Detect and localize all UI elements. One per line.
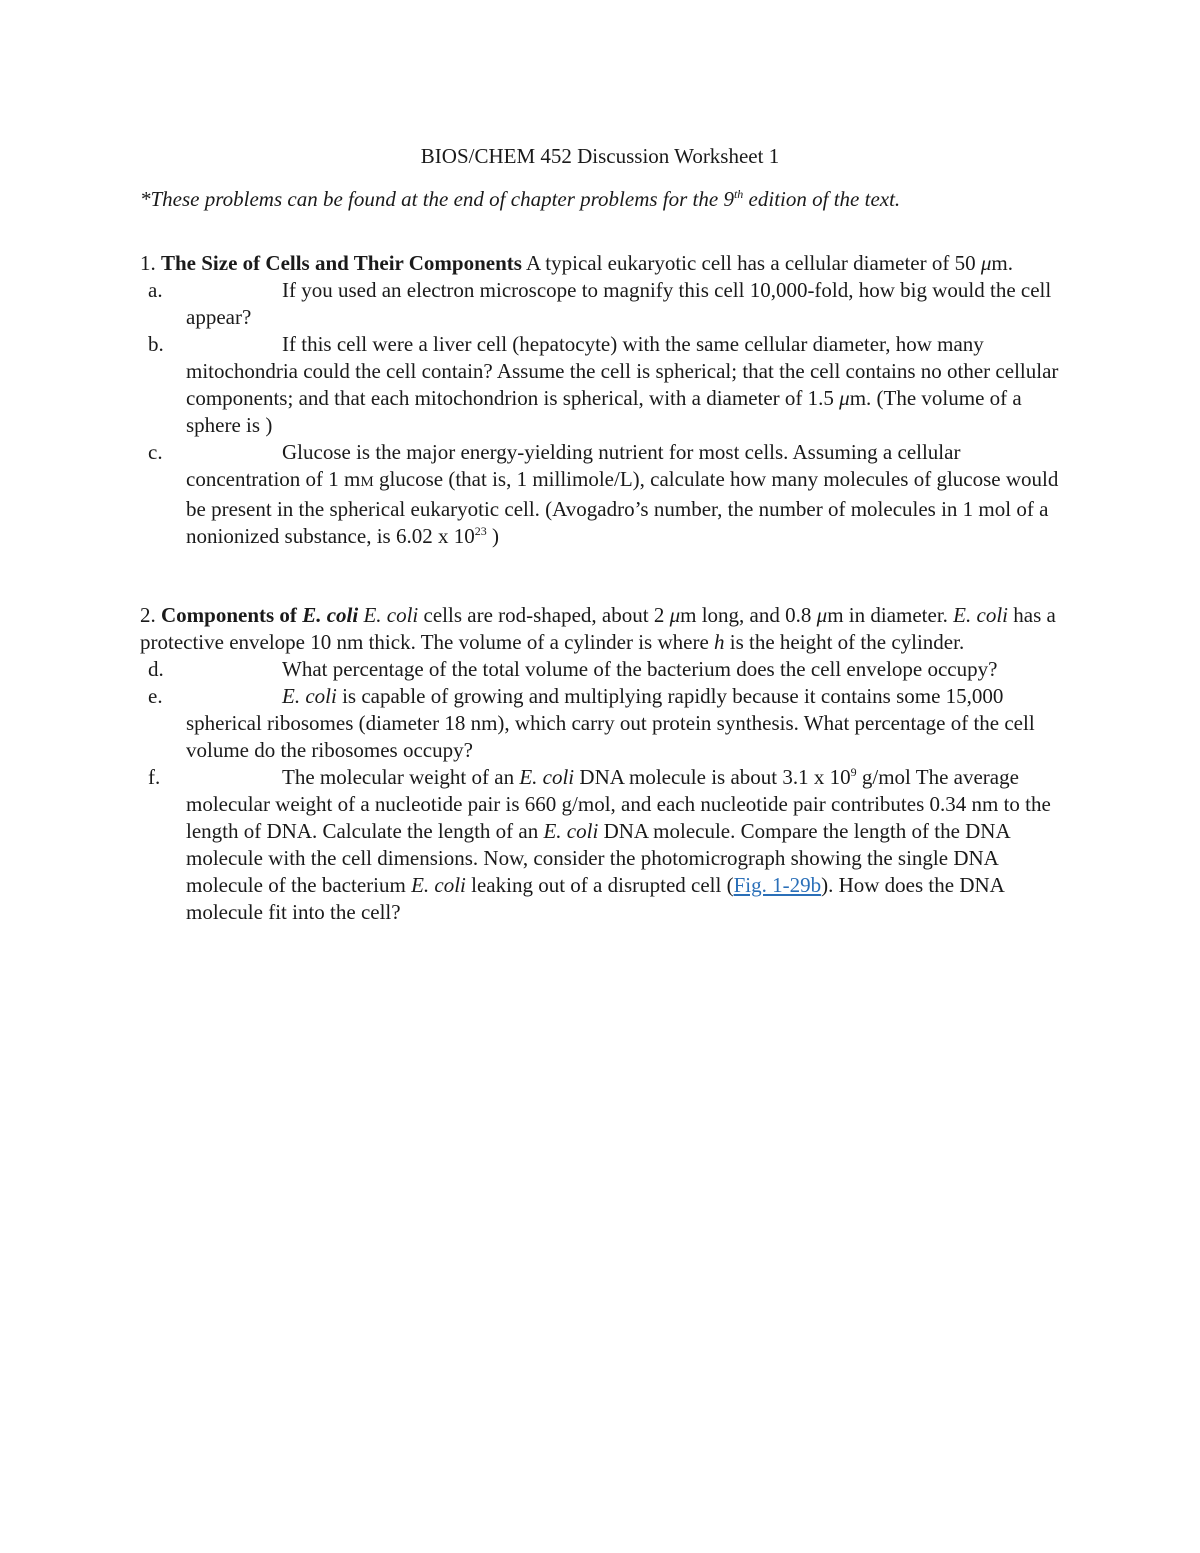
- question-text-continued: glucose (that is, 1 millimole/L), calculate how many molecules of glucose would be present in the spherical eukaryotic cell. (Avogadro’s number, the number of molecules in 1 mol of a nonionized substance, is 6.02 x 10: [186, 467, 1059, 548]
- problem-heading: The Size of Cells and Their Components: [161, 251, 522, 275]
- problem-number: 2.: [140, 603, 161, 627]
- question-text: leaking out of a disrupted cell (: [465, 873, 734, 897]
- question-text: What percentage of the total volume of the bacterium does the cell envelope occupy?: [282, 657, 998, 681]
- question-text-end: m. (The volume of a sphere is ): [186, 386, 1022, 437]
- mu-symbol: μ: [839, 386, 850, 410]
- question-e: [140, 683, 1065, 764]
- question-text: DNA molecule. Compare the length of the DNA molecule with the cell dimensions. Now, consider the photomicrograph showing the single DNA molecule of the bacterium: [186, 819, 1010, 897]
- exponent: 23: [474, 524, 487, 538]
- problem-heading: Components of: [161, 603, 303, 627]
- question-marker: a.: [148, 278, 163, 302]
- molar-unit: M: [360, 474, 374, 490]
- species-name: E. coli: [411, 873, 466, 897]
- note-text-end: edition of the text.: [743, 187, 901, 211]
- exponent: 9: [850, 765, 857, 779]
- question-text: Glucose is the major energy-yielding nutrient for most cells. Assuming a cellular concentration of 1 m: [186, 440, 961, 491]
- problem-heading-species: E. coli: [302, 603, 359, 627]
- mu-symbol: μ: [816, 603, 828, 627]
- species-name: E. coli: [519, 765, 575, 789]
- question-marker: c.: [148, 440, 163, 464]
- question-a: [140, 277, 1065, 331]
- question-text-end: ): [486, 524, 499, 548]
- mu-symbol: μ: [669, 603, 681, 627]
- question-c: [140, 439, 1065, 550]
- problem-intro: cells are rod-shaped, about 2: [418, 603, 670, 627]
- question-f: [140, 764, 1065, 926]
- species-name: E. coli: [543, 819, 599, 843]
- species-name: E. coli: [953, 603, 1008, 627]
- height-variable: h: [714, 630, 725, 654]
- question-text: If you used an electron microscope to magnify this cell 10,000-fold, how big would the cell appear?: [186, 278, 1052, 329]
- question-text: g/mol The average molecular weight of a nucleotide pair is 660 g/mol, and each nucleotide pair contributes 0.34 nm to the length of DNA. Calculate the length of an: [186, 765, 1051, 843]
- question-marker: f.: [148, 765, 161, 789]
- problem-intro-end: is the height of the cylinder.: [724, 630, 965, 654]
- problem-1: [140, 250, 1065, 550]
- page-title: BIOS/CHEM 452 Discussion Worksheet 1: [420, 144, 780, 168]
- figure-link[interactable]: Fig. 1-29b: [733, 873, 822, 897]
- question-d: [140, 656, 1065, 683]
- problem-intro-end: m.: [991, 251, 1013, 275]
- problem-intro: m in diameter.: [827, 603, 954, 627]
- note-text: *These problems can be found at the end of chapter problems for the 9: [140, 187, 734, 211]
- question-b: [140, 331, 1065, 439]
- question-marker: e.: [148, 684, 163, 708]
- question-text: If this cell were a liver cell (hepatocyte) with the same cellular diameter, how many mitochondria could the cell contain? Assume the cell is spherical; that the cell contains no other cellular components; and that each mitochondrion is spherical, with a diameter of 1.5: [186, 332, 1059, 410]
- problem-2: [140, 602, 1065, 926]
- question-marker: d.: [148, 657, 164, 681]
- edition-note: [140, 186, 900, 213]
- problem-intro: A typical eukaryotic cell has a cellular diameter of 50: [521, 251, 981, 275]
- question-text: DNA molecule is about 3.1 x 10: [574, 765, 851, 789]
- problem-1-intro: [140, 250, 1065, 277]
- problem-number: 1.: [140, 251, 161, 275]
- problem-intro: has a protective envelope 10 nm thick. The volume of a cylinder is where: [140, 603, 1056, 654]
- problem-2-intro: [140, 602, 1065, 656]
- question-text-end: ). How does the DNA molecule fit into the cell?: [186, 873, 1004, 924]
- species-name: E. coli: [363, 603, 419, 627]
- note-superscript: th: [733, 187, 744, 201]
- question-text: is capable of growing and multiplying rapidly because it contains some 15,000 spherical ribosomes (diameter 18 nm), which carry out protein synthesis. What percentage of the cell volume do the ribosomes occupy?: [186, 684, 1035, 762]
- question-text: The molecular weight of an: [282, 765, 520, 789]
- problem-intro: m long, and 0.8: [680, 603, 817, 627]
- mu-symbol: μ: [980, 251, 992, 275]
- species-name: E. coli: [282, 684, 337, 708]
- question-marker: b.: [148, 332, 164, 356]
